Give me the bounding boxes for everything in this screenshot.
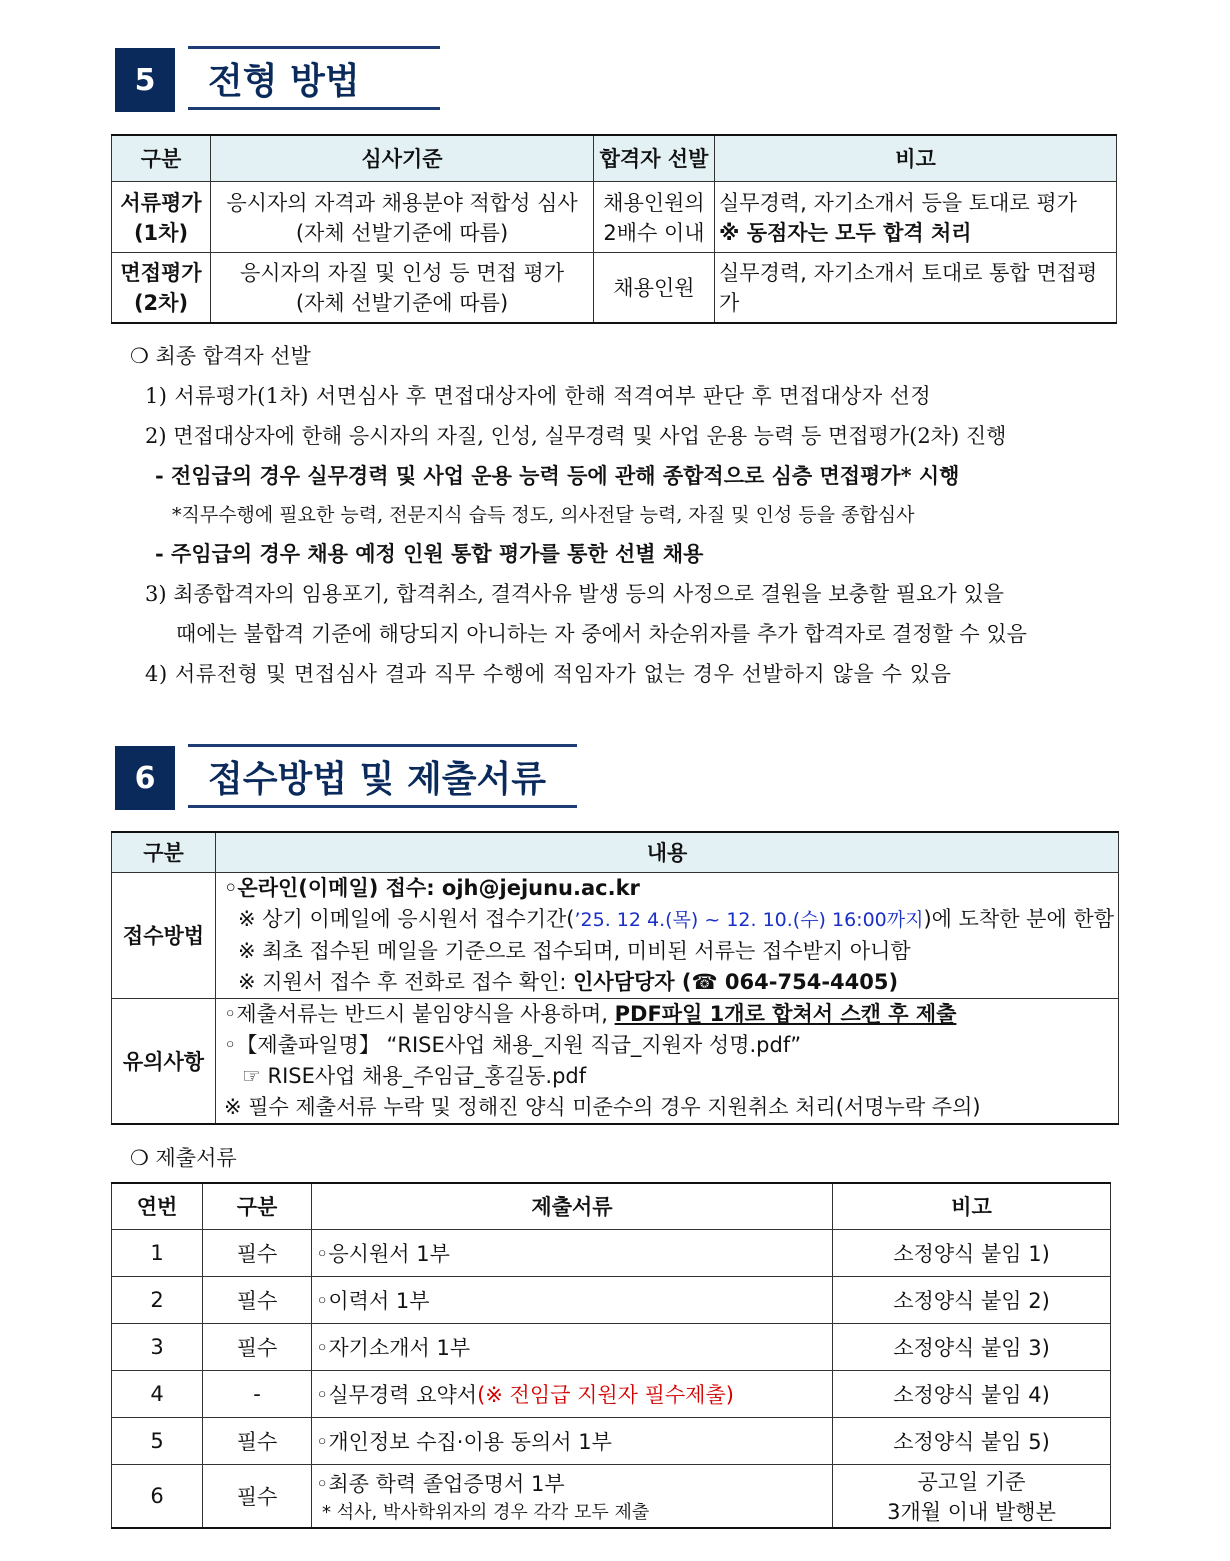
section-number: 6 — [115, 746, 175, 810]
cancel-notice: ※ 필수 제출서류 누락 및 정해진 양식 미준수의 경우 지원취소 처리(서명누락 주의) — [224, 1094, 981, 1119]
contact-info: 인사담당자 (☎ 064-754-4405) — [573, 969, 899, 994]
row-number: 3 — [112, 1323, 203, 1370]
row-type: 필수 — [203, 1417, 312, 1464]
criteria-sub: (자체 선발기준에 따름) — [295, 291, 509, 316]
col-header: 구분 — [203, 1183, 312, 1229]
criteria-sub: (자체 선발기준에 따름) — [295, 220, 509, 245]
selection-sub: 2배수 이내 — [603, 220, 705, 245]
row-number: 6 — [112, 1464, 203, 1528]
row-number: 5 — [112, 1417, 203, 1464]
list-item: 1) 서류평가(1차) 서면심사 후 면접대상자에 한해 적격여부 판단 후 면접대상자 선정 — [145, 384, 932, 408]
list-item: 3) 최종합격자의 임용포기, 합격취소, 결격사유 발생 등의 사정으로 결원을 보충할 필요가 있을 — [145, 582, 1004, 606]
email-line: ◦온라인(이메일) 접수: ojh@jejunu.ac.kr — [224, 875, 640, 900]
row-note — [833, 1464, 1111, 1528]
row-document: ◦응시원서 1부 — [312, 1229, 833, 1276]
list-item: - 전임급의 경우 실무경력 및 사업 운용 능력 등에 관해 종합적으로 심층 면접평가* 시행 — [155, 463, 960, 488]
col-header: 구분 — [112, 832, 216, 872]
row-type: 필수 — [203, 1276, 312, 1323]
col-header: 연번 — [112, 1183, 203, 1229]
row-number: 2 — [112, 1276, 203, 1323]
table-row — [112, 1464, 1111, 1528]
col-header: 제출서류 — [312, 1183, 833, 1229]
criteria-text: 응시자의 자격과 채용분야 적합성 심사 — [226, 190, 578, 215]
col-header: 합격자 선발 — [594, 135, 715, 181]
table-row — [112, 1323, 1111, 1370]
evaluation-table — [111, 134, 1117, 324]
submission-method-table — [111, 831, 1119, 1125]
required-note: (※ 전임급 지원자 필수제출) — [477, 1382, 734, 1407]
row-note: 소정양식 붙임 1) — [833, 1229, 1111, 1276]
table-row — [112, 998, 1119, 1124]
row-document: ◦자기소개서 1부 — [312, 1323, 833, 1370]
table-row — [112, 1229, 1111, 1276]
section-title: 접수방법 및 제출서류 — [188, 744, 577, 808]
pdf-requirement: PDF파일 1개로 합쳐서 스캔 후 제출 — [614, 1001, 957, 1026]
confirm-prefix: ※ 지원서 접수 후 전화로 접수 확인: — [238, 969, 574, 994]
row-document: ◦개인정보 수집·이용 동의서 1부 — [312, 1417, 833, 1464]
row-type: 필수 — [203, 1323, 312, 1370]
list-item: - 주임급의 경우 채용 예정 인원 통합 평가를 통한 선별 채용 — [155, 541, 704, 566]
note-line: 공고일 기준 — [917, 1469, 1026, 1494]
document-name: ◦최종 학력 졸업증명서 1부 — [316, 1471, 565, 1496]
row-note: 소정양식 붙임 5) — [833, 1417, 1111, 1464]
table-row — [112, 1417, 1111, 1464]
col-header: 내용 — [216, 832, 1119, 872]
table-row — [112, 181, 1117, 252]
document-sub-note: * 석사, 박사학위자의 경우 각각 모두 제출 — [322, 1501, 650, 1523]
col-header: 비고 — [833, 1183, 1111, 1229]
col-header: 심사기준 — [211, 135, 594, 181]
table-row — [112, 1276, 1111, 1323]
row-note: 소정양식 붙임 2) — [833, 1276, 1111, 1323]
row-type: - — [203, 1370, 312, 1417]
row-number: 1 — [112, 1229, 203, 1276]
row-type: 필수 — [203, 1464, 312, 1528]
period-prefix: ※ 상기 이메일에 응시원서 접수기간( — [238, 906, 575, 931]
confirm-line — [224, 967, 1114, 998]
period-line — [224, 904, 1114, 936]
criteria-text: 응시자의 자질 및 인성 등 면접 평가 — [239, 261, 565, 286]
row-document — [312, 1464, 833, 1528]
row-number: 4 — [112, 1370, 203, 1417]
note-line: 3개월 이내 발행본 — [887, 1499, 1056, 1524]
selection-text: 채용인원 — [613, 276, 695, 301]
document-name: ◦실무경력 요약서 — [316, 1382, 478, 1407]
list-item: 4) 서류전형 및 면접심사 결과 직무 수행에 적임자가 없는 경우 선발하지 않을 수 있음 — [145, 662, 952, 686]
row-note: 소정양식 붙임 3) — [833, 1323, 1111, 1370]
final-selection-title: ❍ 최종 합격자 선발 — [130, 344, 311, 368]
note-text: 실무경력, 자기소개서 토대로 통합 면접평가 — [719, 261, 1098, 316]
row-category: 서류평가 — [120, 190, 202, 215]
period-suffix: )에 도착한 분에 한함 — [923, 906, 1114, 931]
selection-text: 채용인원의 — [603, 190, 705, 215]
section-number: 5 — [115, 48, 175, 112]
documents-table — [111, 1182, 1111, 1529]
section-title: 전형 방법 — [188, 46, 440, 110]
footnote: *직무수행에 필요한 능력, 전문지식 습득 정도, 의사전달 능력, 자질 및 인성 등을 종합심사 — [172, 504, 915, 526]
row-category-stage: (1차) — [133, 220, 189, 245]
list-item-continued: 때에는 불합격 기준에 해당되지 아니하는 자 중에서 차순위자를 추가 합격자로 결정할 수 있음 — [176, 622, 1027, 646]
table-row — [112, 252, 1117, 323]
filename-example: ☞ RISE사업 채용_주임급_홍길동.pdf — [242, 1063, 587, 1088]
form-notice-prefix: ◦제출서류는 반드시 붙임양식을 사용하며, — [224, 1001, 615, 1026]
notice-line: ※ 최초 접수된 메일을 기준으로 접수되며, 미비된 서류는 접수받지 아니함 — [238, 938, 911, 963]
row-category: 유의사항 — [112, 998, 216, 1124]
documents-title: ❍ 제출서류 — [130, 1146, 237, 1170]
col-header: 구분 — [112, 135, 211, 181]
filename-line: ◦【제출파일명】 “RISE사업 채용_지원 직급_지원자 성명.pdf” — [224, 1032, 802, 1057]
form-notice-line — [224, 999, 1114, 1030]
row-note: 소정양식 붙임 4) — [833, 1370, 1111, 1417]
note-text: 실무경력, 자기소개서 등을 토대로 평가 — [719, 190, 1077, 215]
period-dates: ’25. 12 4.(목) ~ 12. 10.(수) 16:00까지 — [574, 908, 924, 931]
row-document — [312, 1370, 833, 1417]
row-category: 접수방법 — [112, 872, 216, 998]
table-row — [112, 1370, 1111, 1417]
table-row — [112, 872, 1119, 998]
col-header: 비고 — [715, 135, 1117, 181]
note-bold: ※ 동점자는 모두 합격 처리 — [719, 220, 972, 245]
row-document: ◦이력서 1부 — [312, 1276, 833, 1323]
row-type: 필수 — [203, 1229, 312, 1276]
row-category-stage: (2차) — [133, 291, 189, 316]
list-item: 2) 면접대상자에 한해 응시자의 자질, 인성, 실무경력 및 사업 운용 능력 등 면접평가(2차) 진행 — [145, 424, 1007, 448]
row-category: 면접평가 — [120, 261, 202, 286]
